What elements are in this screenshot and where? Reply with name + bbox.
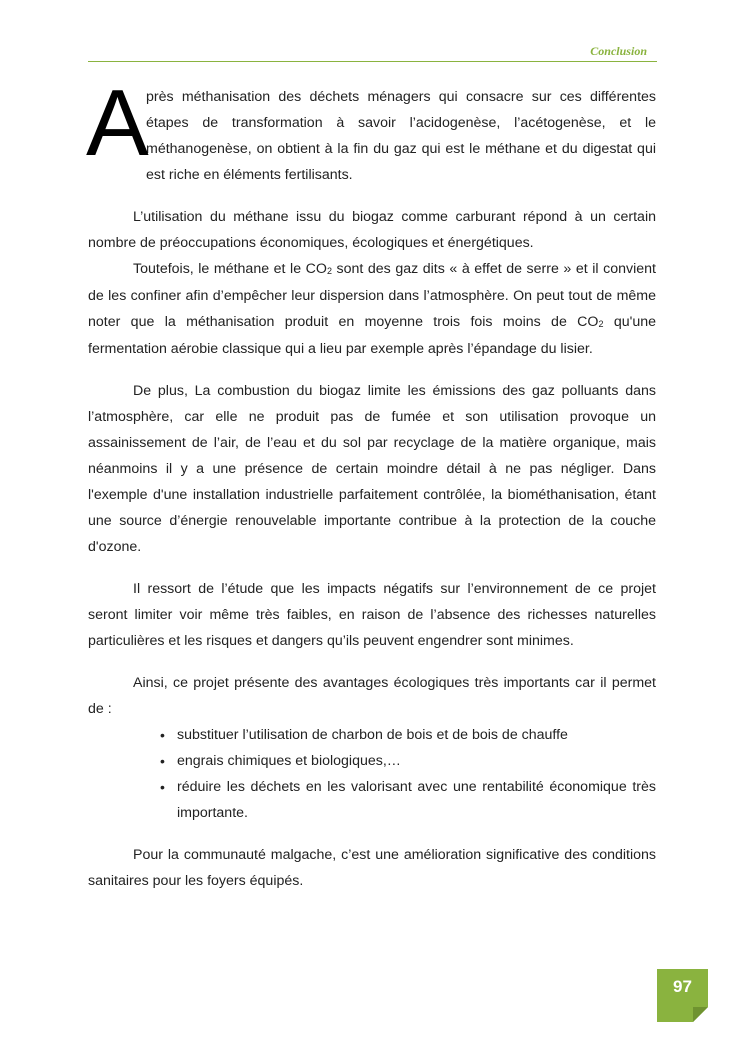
paragraph-methane-use: L’utilisation du méthane issu du biogaz comme carburant répond à un certain nombre de préoccupations économiques, écologiques et énergétiques. xyxy=(88,209,656,251)
header-rule xyxy=(88,61,657,62)
advantages-list xyxy=(88,722,656,826)
drop-cap: A xyxy=(86,70,149,175)
p2-part-a: Toutefois, le méthane et le CO xyxy=(133,261,327,277)
document-body xyxy=(86,70,656,894)
paragraph-advantages: Ainsi, ce projet présente des avantages écologiques très importants car il permet de : xyxy=(88,675,656,717)
list-item-text: substituer l’utilisation de charbon de bois et de bois de chauffe xyxy=(177,727,568,743)
list-item-text: réduire les déchets en les valorisant avec une rentabilité économique très importante. xyxy=(177,779,656,821)
list-item xyxy=(160,774,656,826)
bullet-icon: • xyxy=(160,753,165,769)
intro-text: près méthanisation des déchets ménagers qui consacre sur ces différentes étapes de transformation à savoir l’acidogenèse, l’acétogenèse, et le méthanogenèse, on obtient à la fin du gaz qui est le méthane et du digestat qui est riche en éléments fertilisants. xyxy=(146,89,656,183)
paragraph-community: Pour la communauté malgache, c’est une amélioration significative des conditions sanitaires pour les foyers équipés. xyxy=(88,847,656,889)
section-title: Conclusion xyxy=(590,44,647,58)
list-item xyxy=(160,748,656,774)
p2-part-c: qu'une fermentation aérobie classique qui a lieu par exemple après l’épandage du lisier. xyxy=(88,314,656,357)
bullet-icon: • xyxy=(160,779,165,795)
paragraph-combustion: De plus, La combustion du biogaz limite les émissions des gaz polluants dans l’atmosphère, car elle ne produit pas de fumée et son utilisation provoque un assainissement de l’air, de l’eau et du sol par recyclage de la matière organique, mais néanmoins il y a une présence de certain moindre détail à ne pas négliger. Dans l'exemple d'une installation industrielle parfaitement contrôlée, la biométhanisation, étant une source d’énergie renouvelable importante contribue à la protection de la couche d'ozone. xyxy=(88,383,656,555)
co2-subscript: 2 xyxy=(326,266,332,276)
paragraph-greenhouse-gases xyxy=(88,256,656,362)
page-number-badge xyxy=(657,969,708,1022)
bullet-icon: • xyxy=(160,727,165,743)
co2-subscript: 2 xyxy=(598,319,604,329)
list-item xyxy=(160,722,656,748)
list-item-text: engrais chimiques et biologiques,… xyxy=(177,753,401,769)
p2-part-b: sont des gaz dits « à effet de serre » et il convient de les confiner afin d’empêcher leur dispersion dans l’atmosphère. On peut tout de même noter que la méthanisation produit en moyenne trois fois moins de CO xyxy=(88,261,656,330)
page-fold-shadow xyxy=(693,1007,708,1022)
paragraph-impacts: Il ressort de l’étude que les impacts négatifs sur l’environnement de ce projet seront limiter voir même très faibles, en raison de l’absence des richesses naturelles particulières et les risques et dangers qu’ils peuvent engendrer sont minimes. xyxy=(88,581,656,649)
page-number: 97 xyxy=(673,977,692,996)
intro-paragraph xyxy=(86,70,656,188)
